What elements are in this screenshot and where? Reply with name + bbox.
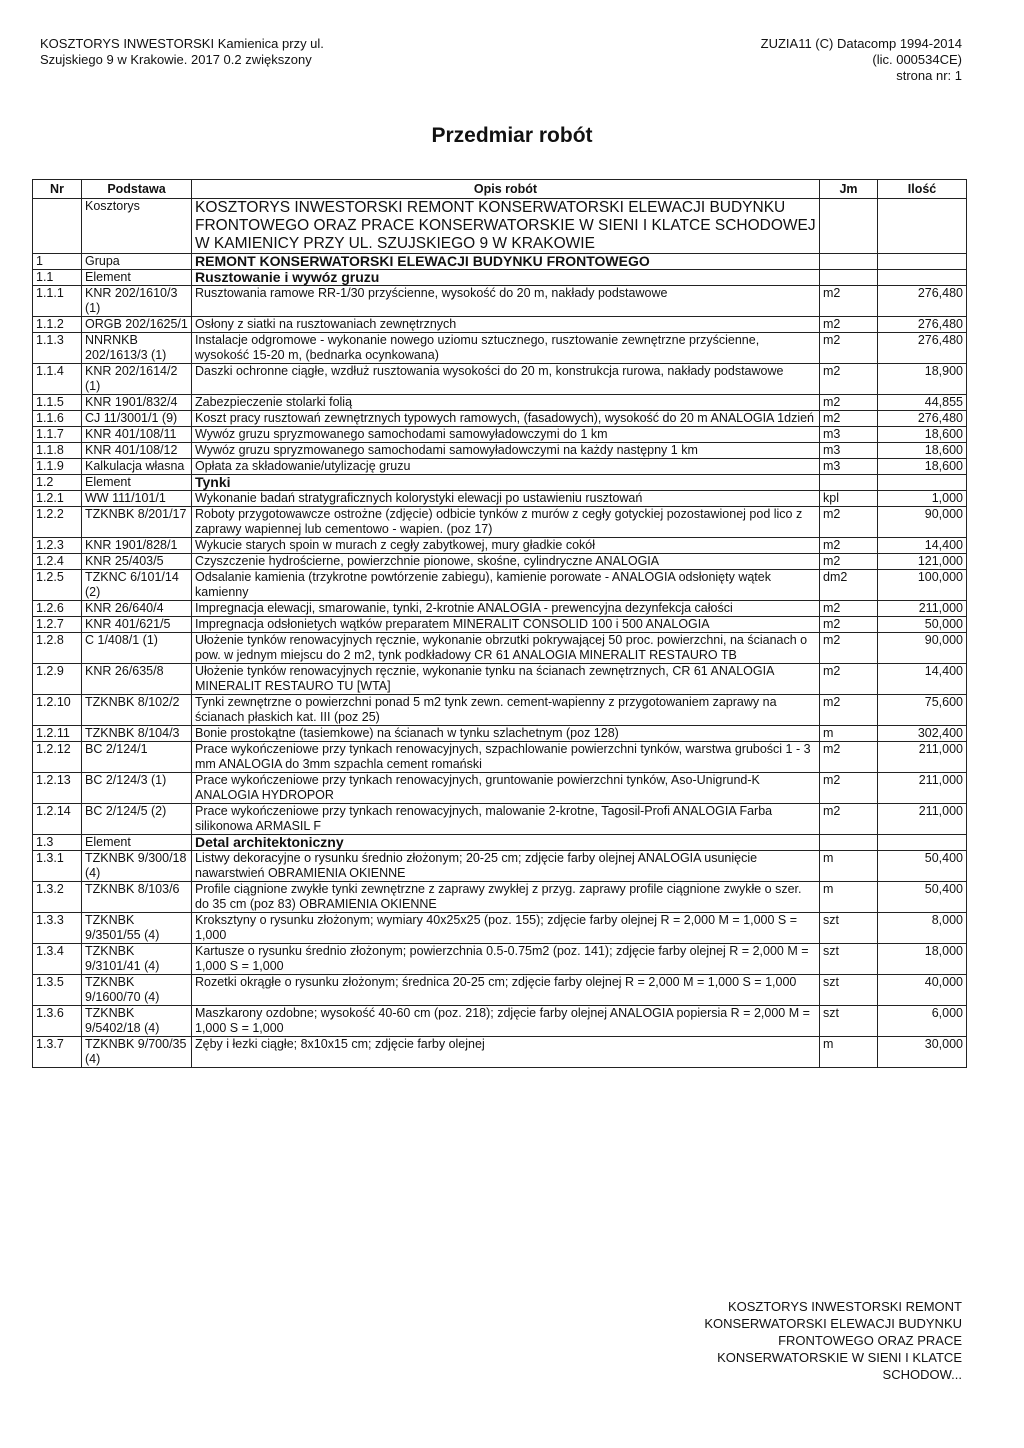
- row-nr-cell: 1.1: [33, 270, 82, 286]
- row-quantity-cell: 276,480: [878, 317, 967, 333]
- row-description-cell: Prace wykończeniowe przy tynkach renowacyjnych, szpachlowanie powierzchni tynków, warstwa grubości 1 - 3 mm ANALOGIA do 3mm szpachla cement romański: [192, 742, 820, 773]
- row-quantity-cell: 6,000: [878, 1006, 967, 1037]
- row-nr-cell: 1.1.5: [33, 395, 82, 411]
- row-basis-cell: BC 2/124/5 (2): [82, 804, 192, 835]
- row-description-cell: Tynki: [192, 475, 820, 491]
- table-row: [33, 459, 967, 475]
- row-unit-cell: [820, 270, 878, 286]
- row-basis-cell: TZKNBK 9/3501/55 (4): [82, 913, 192, 944]
- row-nr-cell: 1.1.8: [33, 443, 82, 459]
- table-row: [33, 773, 967, 804]
- table-row: [33, 443, 967, 459]
- row-description-cell: Rozetki okrągłe o rysunku złożonym; średnica 20-25 cm; zdjęcie farby olejnej R = 2,000 M = 1,000 S = 1,000: [192, 975, 820, 1006]
- row-unit-cell: m2: [820, 507, 878, 538]
- row-basis-cell: Element: [82, 475, 192, 491]
- row-description-cell: KOSZTORYS INWESTORSKI REMONT KONSERWATORSKI ELEWACJI BUDYNKU FRONTOWEGO ORAZ PRACE KONSERWATORSKIE W SIENI I KLATCE SCHODOWEJ W KAMIENICY PRZY UL. SZUJSKIEGO 9 W KRAKOWIE: [192, 199, 820, 254]
- row-unit-cell: m2: [820, 773, 878, 804]
- row-description-cell: Kroksztyny o rysunku złożonym; wymiary 40x25x25 (poz. 155); zdjęcie farby olejnej R = 2,000 M = 1,000 S = 1,000: [192, 913, 820, 944]
- row-nr-cell: [33, 199, 82, 254]
- row-nr-cell: 1.1.3: [33, 333, 82, 364]
- row-nr-cell: 1.2.1: [33, 491, 82, 507]
- row-description-cell: Impregnacja elewacji, smarowanie, tynki, 2-krotnie ANALOGIA - prewencyjna dezynfekcja całości: [192, 601, 820, 617]
- row-basis-cell: Kosztorys: [82, 199, 192, 254]
- document-header-left: [40, 36, 324, 68]
- row-description-cell: Wywóz gruzu spryzmowanego samochodami samowyładowczymi do 1 km: [192, 427, 820, 443]
- table-row: [33, 333, 967, 364]
- row-unit-cell: szt: [820, 913, 878, 944]
- row-unit-cell: m: [820, 1037, 878, 1068]
- column-header-jm: Jm: [820, 180, 878, 199]
- row-quantity-cell: 44,855: [878, 395, 967, 411]
- table-row: [33, 913, 967, 944]
- row-unit-cell: [820, 475, 878, 491]
- row-unit-cell: m2: [820, 633, 878, 664]
- row-quantity-cell: 18,000: [878, 944, 967, 975]
- row-unit-cell: m2: [820, 538, 878, 554]
- row-unit-cell: m3: [820, 459, 878, 475]
- row-basis-cell: BC 2/124/3 (1): [82, 773, 192, 804]
- row-description-cell: Odsalanie kamienia (trzykrotne powtórzenie zabiegu), kamienie porowate - ANALOGIA odsłonięty wątek kamienny: [192, 570, 820, 601]
- row-quantity-cell: 18,600: [878, 427, 967, 443]
- row-unit-cell: m2: [820, 364, 878, 395]
- row-basis-cell: KNR 26/640/4: [82, 601, 192, 617]
- table-row: [33, 254, 967, 270]
- table-row: [33, 286, 967, 317]
- row-quantity-cell: 100,000: [878, 570, 967, 601]
- header-title-line2: Szujskiego 9 w Krakowie. 2017 0.2 zwiększony: [40, 52, 312, 67]
- software-info: ZUZIA11 (C) Datacomp 1994-2014: [760, 36, 962, 51]
- row-quantity-cell: 18,900: [878, 364, 967, 395]
- row-basis-cell: TZKNBK 9/700/35 (4): [82, 1037, 192, 1068]
- bill-of-quantities-table: [32, 179, 967, 1068]
- row-nr-cell: 1.2.4: [33, 554, 82, 570]
- row-basis-cell: TZKNBK 8/201/17: [82, 507, 192, 538]
- row-nr-cell: 1.1.9: [33, 459, 82, 475]
- row-nr-cell: 1.2.14: [33, 804, 82, 835]
- row-basis-cell: BC 2/124/1: [82, 742, 192, 773]
- column-header-ilosc: Ilość: [878, 180, 967, 199]
- table-header-row: [33, 180, 967, 199]
- table-row: [33, 726, 967, 742]
- row-basis-cell: KNR 401/108/12: [82, 443, 192, 459]
- row-basis-cell: TZKNBK 9/300/18 (4): [82, 851, 192, 882]
- row-description-cell: Profile ciągnione zwykłe tynki zewnętrzne z zaprawy zwykłej z przyg. zaprawy profile ciągnione zwykłe o szer. do 35 cm (poz 83) OBRAMIENIA OKIENNE: [192, 882, 820, 913]
- row-basis-cell: CJ 11/3001/1 (9): [82, 411, 192, 427]
- table-row: [33, 427, 967, 443]
- column-header-podstawa: Podstawa: [82, 180, 192, 199]
- row-nr-cell: 1.2.11: [33, 726, 82, 742]
- row-nr-cell: 1.2.5: [33, 570, 82, 601]
- row-quantity-cell: 90,000: [878, 633, 967, 664]
- row-basis-cell: C 1/408/1 (1): [82, 633, 192, 664]
- row-description-cell: Osłony z siatki na rusztowaniach zewnętrznych: [192, 317, 820, 333]
- table-row: [33, 1006, 967, 1037]
- row-unit-cell: m2: [820, 317, 878, 333]
- row-quantity-cell: 75,600: [878, 695, 967, 726]
- row-quantity-cell: 276,480: [878, 333, 967, 364]
- row-quantity-cell: [878, 199, 967, 254]
- row-quantity-cell: 211,000: [878, 804, 967, 835]
- table-row: [33, 664, 967, 695]
- row-description-cell: Kartusze o rysunku średnio złożonym; powierzchnia 0.5-0.75m2 (poz. 141); zdjęcie farby olejnej R = 2,000 M = 1,000 S = 1,000: [192, 944, 820, 975]
- row-quantity-cell: [878, 835, 967, 851]
- row-basis-cell: WW 111/101/1: [82, 491, 192, 507]
- row-quantity-cell: [878, 254, 967, 270]
- table-row: [33, 695, 967, 726]
- row-nr-cell: 1.2.2: [33, 507, 82, 538]
- license-info: (lic. 000534CE): [872, 52, 962, 67]
- row-basis-cell: Element: [82, 270, 192, 286]
- row-unit-cell: m: [820, 851, 878, 882]
- table-row: [33, 364, 967, 395]
- row-description-cell: Rusztowanie i wywóz gruzu: [192, 270, 820, 286]
- row-unit-cell: [820, 835, 878, 851]
- row-unit-cell: m: [820, 726, 878, 742]
- row-basis-cell: KNR 1901/832/4: [82, 395, 192, 411]
- row-basis-cell: KNR 25/403/5: [82, 554, 192, 570]
- row-unit-cell: m2: [820, 554, 878, 570]
- table-row: [33, 570, 967, 601]
- table-row: [33, 270, 967, 286]
- row-nr-cell: 1.3.1: [33, 851, 82, 882]
- row-description-cell: Czyszczenie hydrościerne, powierzchnie pionowe, skośne, cylindryczne ANALOGIA: [192, 554, 820, 570]
- footer-note: KOSZTORYS INWESTORSKI REMONT KONSERWATORSKI ELEWACJI BUDYNKU FRONTOWEGO ORAZ PRACE KONSERWATORSKIE W SIENI I KLATCE SCHODOW...: [704, 1299, 962, 1382]
- row-description-cell: Maszkarony ozdobne; wysokość 40-60 cm (poz. 218); zdjęcie farby olejnej ANALOGIA popiersia R = 2,000 M = 1,000 S = 1,000: [192, 1006, 820, 1037]
- row-basis-cell: KNR 401/621/5: [82, 617, 192, 633]
- table-row: [33, 882, 967, 913]
- table-row: [33, 601, 967, 617]
- row-basis-cell: TZKNBK 8/103/6: [82, 882, 192, 913]
- table-row: [33, 975, 967, 1006]
- row-quantity-cell: 90,000: [878, 507, 967, 538]
- row-description-cell: Daszki ochronne ciągłe, wzdłuż rusztowania wysokości do 20 m, konstrukcja rurowa, nakłady podstawowe: [192, 364, 820, 395]
- row-description-cell: Prace wykończeniowe przy tynkach renowacyjnych, gruntowanie powierzchni tynków, Aso-Unigrund-K ANALOGIA HYDROPOR: [192, 773, 820, 804]
- row-basis-cell: TZKNBK 8/104/3: [82, 726, 192, 742]
- row-nr-cell: 1.2.13: [33, 773, 82, 804]
- row-description-cell: Opłata za składowanie/utylizację gruzu: [192, 459, 820, 475]
- row-quantity-cell: 14,400: [878, 664, 967, 695]
- row-nr-cell: 1.1.6: [33, 411, 82, 427]
- row-unit-cell: m2: [820, 664, 878, 695]
- row-quantity-cell: 50,400: [878, 851, 967, 882]
- row-quantity-cell: [878, 270, 967, 286]
- row-nr-cell: 1.3: [33, 835, 82, 851]
- row-basis-cell: Element: [82, 835, 192, 851]
- row-quantity-cell: 14,400: [878, 538, 967, 554]
- row-nr-cell: 1.1.2: [33, 317, 82, 333]
- row-description-cell: Impregnacja odsłonietych wątków preparatem MINERALIT CONSOLID 100 i 500 ANALOGIA: [192, 617, 820, 633]
- row-quantity-cell: 211,000: [878, 601, 967, 617]
- row-description-cell: Instalacje odgromowe - wykonanie nowego uziomu sztucznego, rusztowanie zewnętrzne przyścienne, wysokość 15-20 m, (bednarka ocynkowana): [192, 333, 820, 364]
- table-body: [33, 199, 967, 1068]
- table-row: [33, 944, 967, 975]
- document-header-right: [761, 36, 962, 84]
- row-unit-cell: m3: [820, 427, 878, 443]
- row-nr-cell: 1.3.2: [33, 882, 82, 913]
- row-unit-cell: kpl: [820, 491, 878, 507]
- row-quantity-cell: 50,400: [878, 882, 967, 913]
- row-basis-cell: KNR 1901/828/1: [82, 538, 192, 554]
- row-quantity-cell: 40,000: [878, 975, 967, 1006]
- row-description-cell: Bonie prostokątne (tasiemkowe) na ścianach w tynku szlachetnym (poz 128): [192, 726, 820, 742]
- row-description-cell: Prace wykończeniowe przy tynkach renowacyjnych, malowanie 2-krotne, Tagosil-Profi ANALOGIA Farba silikonowa ARMASIL F: [192, 804, 820, 835]
- table-row: [33, 507, 967, 538]
- table-row: [33, 633, 967, 664]
- row-description-cell: Listwy dekoracyjne o rysunku średnio złożonym; 20-25 cm; zdjęcie farby olejnej ANALOGIA usunięcie nawarstwień OBRAMIENIA OKIENNE: [192, 851, 820, 882]
- row-nr-cell: 1.3.7: [33, 1037, 82, 1068]
- column-header-opis: Opis robót: [192, 180, 820, 199]
- row-description-cell: Wywóz gruzu spryzmowanego samochodami samowyładowczymi na każdy następny 1 km: [192, 443, 820, 459]
- row-nr-cell: 1: [33, 254, 82, 270]
- row-basis-cell: TZKNBK 9/5402/18 (4): [82, 1006, 192, 1037]
- row-quantity-cell: 276,480: [878, 411, 967, 427]
- table-row: [33, 411, 967, 427]
- row-unit-cell: m2: [820, 617, 878, 633]
- table-row: [33, 804, 967, 835]
- row-unit-cell: szt: [820, 1006, 878, 1037]
- row-quantity-cell: 276,480: [878, 286, 967, 317]
- row-basis-cell: KNR 202/1610/3 (1): [82, 286, 192, 317]
- table-row: [33, 554, 967, 570]
- table-row: [33, 742, 967, 773]
- row-unit-cell: m2: [820, 395, 878, 411]
- row-quantity-cell: 1,000: [878, 491, 967, 507]
- row-unit-cell: m2: [820, 804, 878, 835]
- row-nr-cell: 1.3.5: [33, 975, 82, 1006]
- row-nr-cell: 1.1.4: [33, 364, 82, 395]
- row-basis-cell: NNRNKB 202/1613/3 (1): [82, 333, 192, 364]
- table-row: [33, 835, 967, 851]
- row-description-cell: Ułożenie tynków renowacyjnych ręcznie, wykonanie tynku na ścianach zewnętrznych, CR 61 ANALOGIA MINERALIT RESTAURO TU [WTA]: [192, 664, 820, 695]
- row-nr-cell: 1.2.7: [33, 617, 82, 633]
- row-nr-cell: 1.2.12: [33, 742, 82, 773]
- row-description-cell: Rusztowania ramowe RR-1/30 przyścienne, wysokość do 20 m, nakłady podstawowe: [192, 286, 820, 317]
- row-basis-cell: TZKNBK 9/1600/70 (4): [82, 975, 192, 1006]
- row-unit-cell: m2: [820, 333, 878, 364]
- row-unit-cell: m: [820, 882, 878, 913]
- row-unit-cell: m2: [820, 695, 878, 726]
- row-quantity-cell: [878, 475, 967, 491]
- table-row: [33, 199, 967, 254]
- row-quantity-cell: 211,000: [878, 742, 967, 773]
- table-row: [33, 317, 967, 333]
- row-description-cell: Ułożenie tynków renowacyjnych ręcznie, wykonanie obrzutki pokrywającej 50 proc. powierzchni, na ścianach o pow. w jednym miejscu do 2 m2, tynk podkładowy CR 61 ANALOGIA MINERALIT RESTAURO TB: [192, 633, 820, 664]
- row-nr-cell: 1.2.9: [33, 664, 82, 695]
- row-nr-cell: 1.2: [33, 475, 82, 491]
- row-description-cell: Zabezpieczenie stolarki folią: [192, 395, 820, 411]
- page-number: strona nr: 1: [896, 68, 962, 83]
- row-nr-cell: 1.1.7: [33, 427, 82, 443]
- row-unit-cell: m2: [820, 286, 878, 317]
- table-row: [33, 538, 967, 554]
- row-description-cell: Zęby i łezki ciągłe; 8x10x15 cm; zdjęcie farby olejnej: [192, 1037, 820, 1068]
- row-basis-cell: TZKNBK 8/102/2: [82, 695, 192, 726]
- row-basis-cell: Kalkulacja własna: [82, 459, 192, 475]
- table-row: [33, 491, 967, 507]
- row-basis-cell: KNR 26/635/8: [82, 664, 192, 695]
- row-quantity-cell: 302,400: [878, 726, 967, 742]
- row-unit-cell: m2: [820, 742, 878, 773]
- column-header-nr: Nr: [33, 180, 82, 199]
- row-unit-cell: m2: [820, 411, 878, 427]
- table-row: [33, 617, 967, 633]
- row-unit-cell: dm2: [820, 570, 878, 601]
- row-description-cell: REMONT KONSERWATORSKI ELEWACJI BUDYNKU FRONTOWEGO: [192, 254, 820, 270]
- row-quantity-cell: 18,600: [878, 443, 967, 459]
- table-row: [33, 851, 967, 882]
- row-unit-cell: m3: [820, 443, 878, 459]
- row-unit-cell: [820, 199, 878, 254]
- row-nr-cell: 1.2.10: [33, 695, 82, 726]
- row-nr-cell: 1.3.6: [33, 1006, 82, 1037]
- row-nr-cell: 1.3.4: [33, 944, 82, 975]
- row-unit-cell: szt: [820, 944, 878, 975]
- row-basis-cell: KNR 202/1614/2 (1): [82, 364, 192, 395]
- table-row: [33, 475, 967, 491]
- row-description-cell: Detal architektoniczny: [192, 835, 820, 851]
- row-quantity-cell: 8,000: [878, 913, 967, 944]
- row-basis-cell: Grupa: [82, 254, 192, 270]
- row-basis-cell: KNR 401/108/11: [82, 427, 192, 443]
- row-basis-cell: TZKNC 6/101/14 (2): [82, 570, 192, 601]
- row-quantity-cell: 30,000: [878, 1037, 967, 1068]
- table-row: [33, 395, 967, 411]
- row-quantity-cell: 211,000: [878, 773, 967, 804]
- row-quantity-cell: 18,600: [878, 459, 967, 475]
- row-description-cell: Roboty przygotowawcze ostrożne (zdjęcie) odbicie tynków z murów z cegły gotyckiej pozostawionej pod lico z zaprawy wapiennej lub cementowo - wapien. (poz 17): [192, 507, 820, 538]
- row-nr-cell: 1.2.3: [33, 538, 82, 554]
- row-quantity-cell: 121,000: [878, 554, 967, 570]
- row-nr-cell: 1.2.6: [33, 601, 82, 617]
- row-nr-cell: 1.3.3: [33, 913, 82, 944]
- header-title-line1: KOSZTORYS INWESTORSKI Kamienica przy ul.: [40, 36, 324, 51]
- row-unit-cell: szt: [820, 975, 878, 1006]
- row-basis-cell: ORGB 202/1625/1: [82, 317, 192, 333]
- row-description-cell: Wykucie starych spoin w murach z cegły zabytkowej, mury gładkie cokół: [192, 538, 820, 554]
- row-description-cell: Koszt pracy rusztowań zewnętrznych typowych ramowych, (fasadowych), wysokość do 20 m ANALOGIA 1dzień: [192, 411, 820, 427]
- row-unit-cell: m2: [820, 601, 878, 617]
- row-unit-cell: [820, 254, 878, 270]
- row-description-cell: Tynki zewnętrzne o powierzchni ponad 5 m2 tynk zewn. cement-wapienny z przygotowaniem zaprawy na ścianach płaskich kat. III (poz 25): [192, 695, 820, 726]
- page-title: Przedmiar robót: [431, 124, 593, 147]
- row-quantity-cell: 50,000: [878, 617, 967, 633]
- row-nr-cell: 1.2.8: [33, 633, 82, 664]
- row-nr-cell: 1.1.1: [33, 286, 82, 317]
- row-basis-cell: TZKNBK 9/3101/41 (4): [82, 944, 192, 975]
- row-description-cell: Wykonanie badań stratygraficznych kolorystyki elewacji po ustawieniu rusztowań: [192, 491, 820, 507]
- table-row: [33, 1037, 967, 1068]
